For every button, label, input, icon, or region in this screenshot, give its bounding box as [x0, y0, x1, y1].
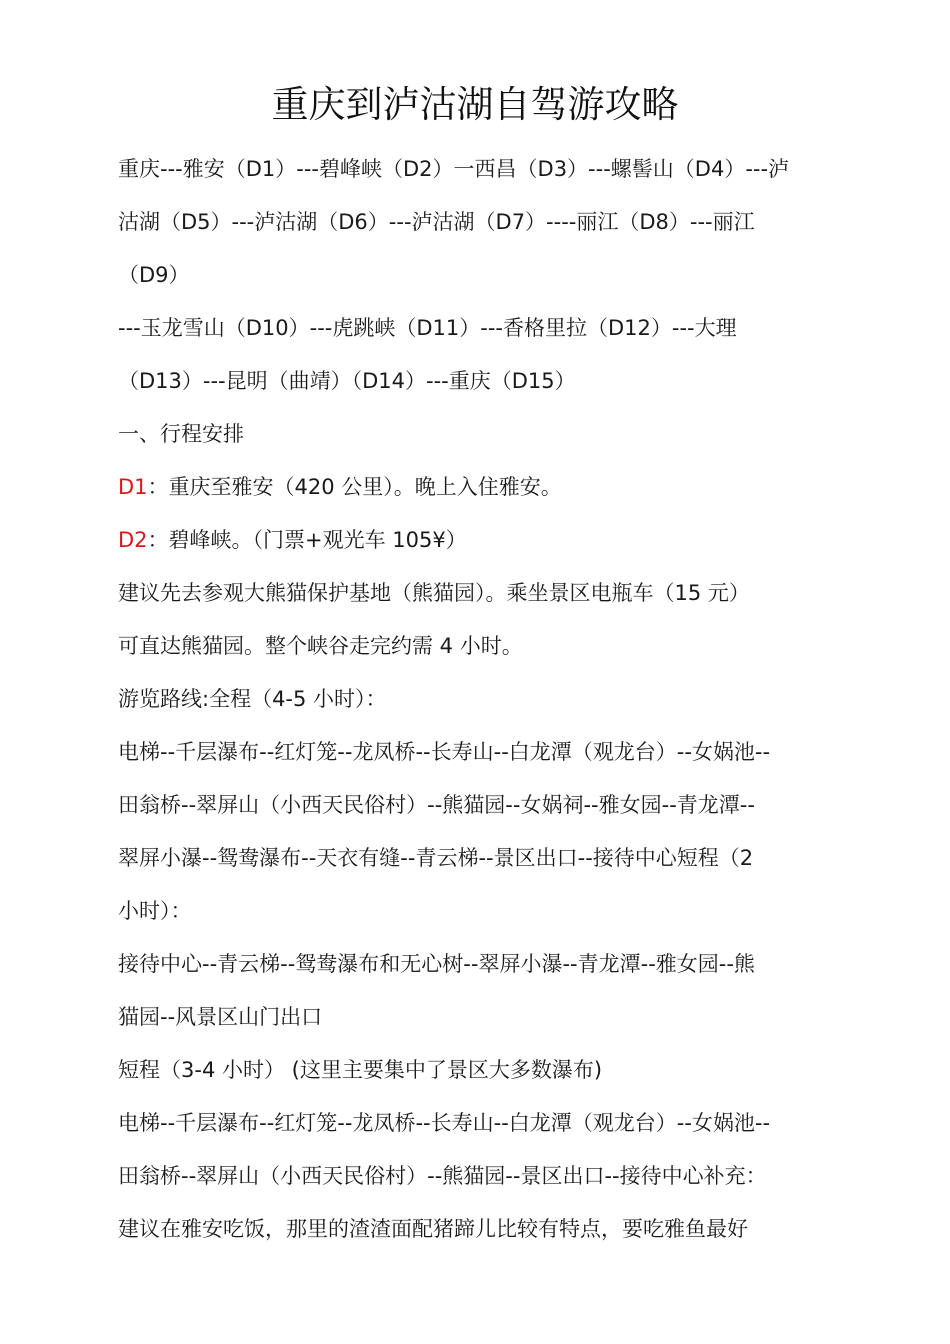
paragraph-line: 田翁桥--翠屏山（小西天民俗村）--熊猫园--女娲祠--雅女园--青龙潭-- — [118, 793, 755, 817]
day2-tag: D2 — [118, 528, 148, 552]
day2-text: ：碧峰峡。（门票+观光车 105¥） — [147, 528, 467, 552]
paragraph-line: 田翁桥--翠屏山（小西天民俗村）--熊猫园--景区出口--接待中心补充： — [118, 1164, 767, 1188]
document-title: 重庆到泸沽湖自驾游攻略 — [271, 83, 679, 126]
section-heading: 一、行程安排 — [118, 422, 244, 446]
paragraph-line: 可直达熊猫园。整个峡谷走完约需 4 小时。 — [118, 634, 523, 658]
paragraph-line: 小时）： — [118, 899, 192, 923]
paragraph-line: 建议在雅安吃饭，那里的渣渣面配猪蹄儿比较有特点，要吃雅鱼最好 — [118, 1217, 748, 1241]
paragraph-line: 接待中心--青云梯--鸳鸯瀑布和无心树--翠屏小瀑--青龙潭--雅女园--熊 — [118, 952, 755, 976]
day1-paragraph — [118, 461, 838, 514]
route-line-5: （D13）---昆明（曲靖）（D14）---重庆（D15） — [118, 369, 576, 393]
day1-tag: D1 — [118, 475, 148, 499]
paragraph-line: 电梯--千层瀑布--红灯笼--龙凤桥--长寿山--白龙潭（观龙台）--女娲池-- — [118, 1111, 771, 1135]
route-line-1: 重庆---雅安（D1）---碧峰峡（D2）一西昌（D3）---螺髻山（D4）---泸 — [118, 157, 790, 181]
route-line-3: （D9） — [118, 263, 190, 287]
day1-text: ：重庆至雅安（420 公里）。晚上入住雅安。 — [147, 475, 562, 499]
route-line-2: 沽湖（D5）---泸沽湖（D6）---泸沽湖（D7）----丽江（D8）---丽江 — [118, 210, 755, 234]
paragraph-line: 翠屏小瀑--鸳鸯瀑布--天衣有缝--青云梯--景区出口--接待中心短程（2 — [118, 846, 754, 870]
paragraph-line: 短程（3-4 小时） (这里主要集中了景区大多数瀑布) — [118, 1058, 603, 1082]
route-line-4: ---玉龙雪山（D10）---虎跳峡（D11）---香格里拉（D12）---大理 — [118, 316, 737, 340]
document-body — [118, 143, 838, 1256]
paragraph-line: 猫园--风景区山门出口 — [118, 1005, 323, 1029]
day2-paragraph — [118, 514, 838, 567]
paragraph-line: 游览路线:全程（4-5 小时）： — [118, 687, 387, 711]
paragraph-line: 电梯--千层瀑布--红灯笼--龙凤桥--长寿山--白龙潭（观龙台）--女娲池-- — [118, 740, 771, 764]
paragraph-line: 建议先去参观大熊猫保护基地（熊猫园）。乘坐景区电瓶车（15 元） — [118, 581, 750, 605]
